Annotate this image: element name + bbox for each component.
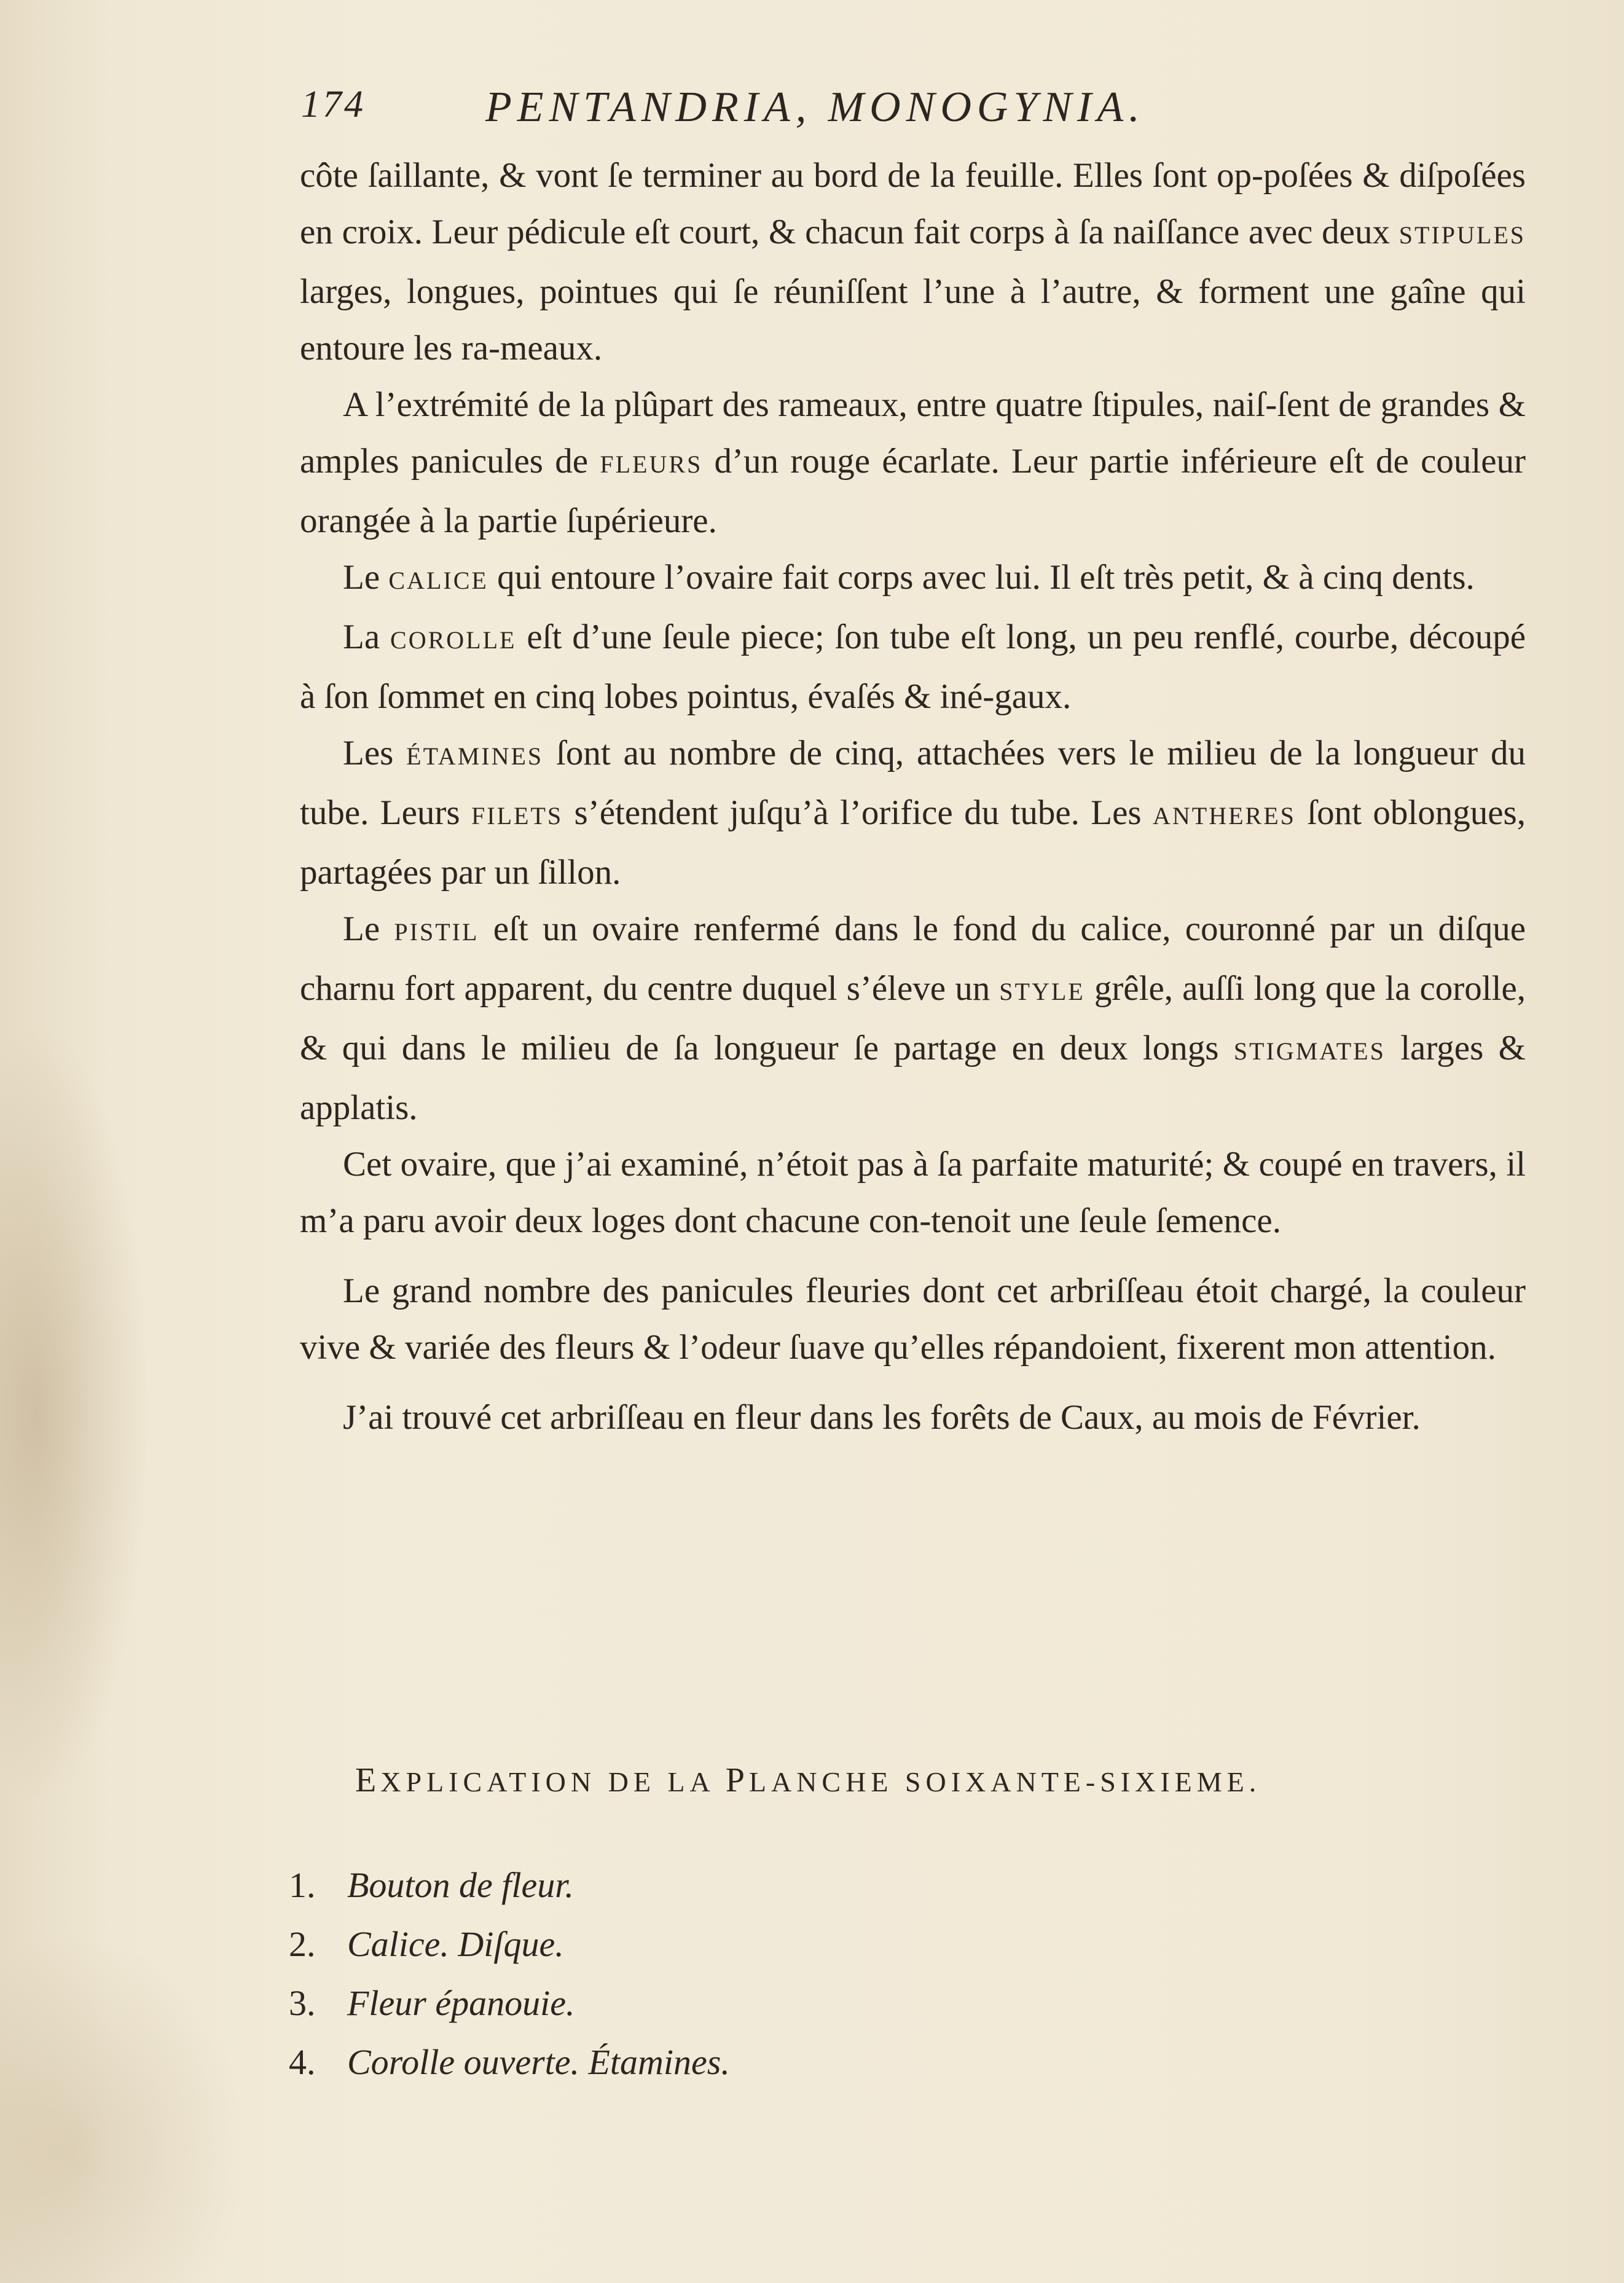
figure-number: 4. [289,2042,316,2082]
term-small-caps: STIGMATES [1233,1037,1386,1065]
text-run: côte ſaillante, & vont ſe terminer au bord de la feuille. Elles ſont op-poſées & diſpoſées en croix. Leur pédicule eſt court, & chacun fait corps à ſa naiſſance avec deux [300,156,1526,251]
text-run: larges, longues, pointues qui ſe réuniſſent l’une à l’autre, & forment une gaîne qui entoure les ra-meaux. [300,272,1526,367]
term-small-caps: FLEURS [600,450,703,478]
text-run: Les [343,734,407,772]
text-run: La [343,618,391,656]
text-run: grêle, auſſi long que la corolle, & qui dans le milieu de ſa longueur ſe partage en deux longs [300,969,1526,1067]
heading-initial: E [355,1761,381,1799]
paragraph [300,725,1526,901]
term-small-caps: ÉTAMINES [406,742,544,770]
plate-figure-list [289,1856,730,2092]
figure-caption: Bouton de fleur. [347,1865,574,1905]
running-title: PENTANDRIA, MONOGYNIA. [485,84,1145,131]
text-run: s’étendent juſqu’à l’orifice du tube. Les [563,793,1153,832]
paragraph [300,377,1526,549]
paragraph [300,609,1526,725]
heading-initial: P [725,1761,749,1799]
text-run: ſont oblongues, partagées par un ſillon. [300,793,1526,892]
plate-explanation-heading [355,1761,1473,1800]
body-text [300,147,1526,1446]
text-run: Cet ovaire, que j’ai examiné, n’étoit pas à ſa parfaite maturité; & coupé en travers, il m’a paru avoir deux loges dont chacune con-tenoit une ſeule ſemence. [300,1145,1526,1240]
text-run: Le [343,558,389,597]
paragraph [300,1136,1526,1249]
list-item [289,2033,730,2092]
term-small-caps: STYLE [999,978,1085,1005]
text-run: d’un rouge écarlate. Leur partie inférieure eſt de couleur orangée à la partie ſupérieure. [300,442,1526,540]
term-small-caps: ANTHERES [1153,802,1296,830]
list-item [289,1856,730,1915]
term-small-caps: PISTIL [394,918,479,946]
text-run: A l’extrémité de la plûpart des rameaux, entre quatre ſtipules, naiſ-ſent de grandes & amples panicules de [300,385,1526,481]
text-run: larges & applatis. [300,1029,1526,1127]
text-run: Le [343,910,394,948]
term-small-caps: CALICE [388,567,488,594]
text-run: ſont au nombre de cinq, attachées vers le milieu de la longueur du tube. Leurs [300,734,1526,832]
heading-text: XPLICATION [380,1766,597,1798]
text-run: eſt un ovaire renfermé dans le fond du calice, couronné par un diſque charnu fort apparent, du centre duquel s’éleve un [300,910,1526,1008]
term-small-caps: FILETS [471,802,563,830]
text-run: Le grand nombre des panicules fleuries dont cet arbriſſeau étoit chargé, la couleur vive & variée des fleurs & l’odeur ſuave qu’elles répandoient, fixerent mon attention. [300,1271,1526,1367]
term-small-caps: COROLLE [390,626,517,654]
text-run: eſt d’une ſeule piece; ſon tube eſt long, un peu renflé, courbe, découpé à ſon ſommet en cinq lobes pointus, évaſés & iné-gaux. [300,618,1526,716]
heading-text: SOIXANTE-SIXIEME. [893,1766,1261,1798]
term-small-caps: STIPULES [1398,221,1526,249]
paragraph [300,901,1526,1136]
heading-text: DE LA [596,1766,726,1798]
figure-number: 2. [289,1924,316,1964]
paragraph [300,549,1526,609]
figure-number: 3. [289,1983,316,2023]
text-run: J’ai trouvé cet arbriſſeau en fleur dans les forêts de Caux, au mois de Février. [343,1398,1421,1437]
paragraph [300,1389,1526,1446]
page-number: 174 [301,84,366,125]
figure-caption: Fleur épanouie. [347,1983,575,2023]
paragraph [300,1263,1526,1376]
heading-text: LANCHE [748,1766,893,1798]
paragraph [300,147,1526,377]
list-item [289,1915,730,1974]
figure-caption: Calice. Diſque. [347,1924,564,1964]
running-head [301,83,1383,138]
figure-number: 1. [289,1865,316,1905]
figure-caption: Corolle ouverte. Étamines. [347,2042,730,2082]
text-run: qui entoure l’ovaire fait corps avec lui. Il eſt très petit, & à cinq dents. [488,558,1475,597]
list-item [289,1974,730,2033]
